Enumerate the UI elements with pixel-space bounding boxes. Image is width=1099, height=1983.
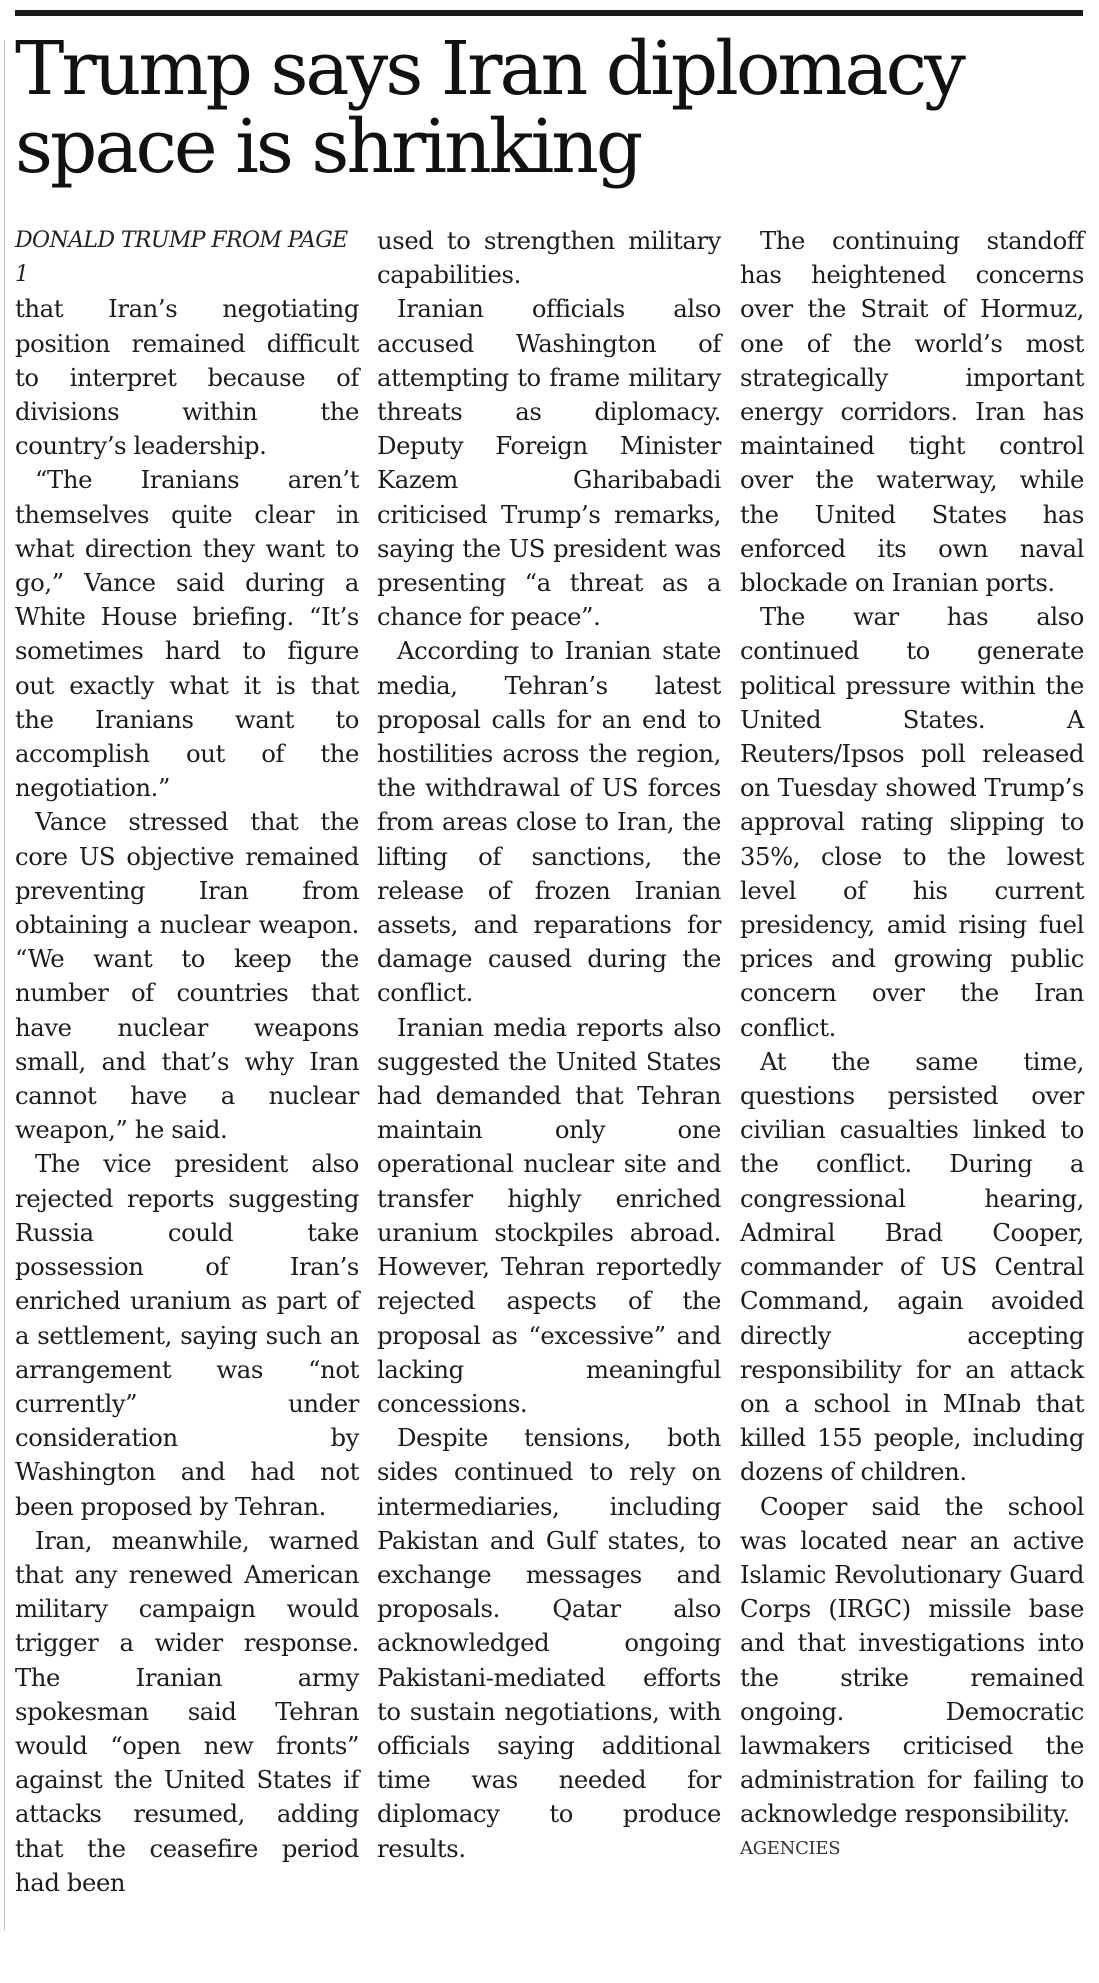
article-body [15, 224, 1083, 1944]
column-2 [377, 224, 721, 1866]
paragraph: Vance stressed that the core US objective remained preventing Iran from obtaining a nuclear weapon. “We want to keep the number of countries that have nuclear weapons small, and that’s why Iran cannot have a nuclear weapon,” he said. [15, 807, 359, 1145]
paragraph: According to Iranian state media, Tehran’s latest proposal calls for an end to hostilities across the region, the withdrawal of US forces from areas close to Iran, the lifting of sanctions, the release of frozen Iranian assets, and reparations for damage caused during the conflict. [377, 636, 721, 1008]
paragraph: “The Iranians aren’t themselves quite clear in what direction they want to go,” Vance said during a White House briefing. “It’s sometimes hard to figure out exactly what it is that the Iranians want to accomplish out of the negotiation.” [15, 465, 359, 803]
headline: Trump says Iran diplomacy space is shrinking [15, 26, 963, 190]
paragraph: The war has also continued to generate political pressure within the United States. A Reuters/Ipsos poll released on Tuesday showed Trump’s approval rating slipping to 35%, close to the lowest level of his current presidency, amid rising fuel prices and growing public concern over the Iran conflict. [740, 602, 1084, 1042]
paragraph: Cooper said the school was located near an active Islamic Revolutionary Guard Corps (IRGC) missile base and that investigations into the strike remained ongoing. Democratic lawmakers criticised the administration for failing to acknowledge responsibility. [740, 1491, 1084, 1829]
column-3 [740, 224, 1084, 1866]
paragraph: used to strengthen military capabilities. [377, 226, 721, 290]
paragraph: The continuing standoff has heightened concerns over the Strait of Hormuz, one of the world’s most strategically important energy corridors. Iran has maintained tight control over the waterway, while the United States has enforced its own naval blockade on Iranian ports. [740, 226, 1084, 598]
paragraph: that Iran’s negotiating position remained difficult to interpret because of divisions within the country’s leadership. [15, 294, 359, 461]
top-rule [15, 10, 1083, 16]
jump-line: DONALD TRUMP FROM PAGE 1 [15, 228, 348, 288]
paragraph: Despite tensions, both sides continued to rely on intermediaries, including Pakistan and Gulf states, to exchange messages and proposals. Qatar also acknowledged ongoing Pakistani-mediated efforts to sustain negotiations, with officials saying additional time was needed for diplomacy to produce results. [377, 1423, 721, 1863]
column-1 [15, 224, 359, 1900]
byline-credit: AGENCIES [740, 1837, 841, 1859]
paragraph: The vice president also rejected reports suggesting Russia could take possession of Iran’s enriched uranium as part of a settlement, saying such an arrangement was “not currently” under consideration by Washington and had not been proposed by Tehran. [15, 1149, 359, 1521]
paragraph: Iranian media reports also suggested the United States had demanded that Tehran maintain only one operational nuclear site and transfer highly enriched uranium stockpiles abroad. However, Tehran reportedly rejected aspects of the proposal as “excessive” and lacking meaningful concessions. [377, 1012, 721, 1418]
column-rule [4, 40, 5, 1930]
paragraph: At the same time, questions persisted over civilian casualties linked to the conflict. During a congressional hearing, Admiral Brad Cooper, commander of US Central Command, again avoided directly accepting responsibility for an attack on a school in MInab that killed 155 people, including dozens of children. [740, 1046, 1084, 1487]
paragraph: Iran, meanwhile, warned that any renewed American military campaign would trigger a wider response. The Iranian army spokesman said Tehran would “open new fronts” against the United States if attacks resumed, adding that the ceasefire period had been [15, 1525, 359, 1897]
paragraph: Iranian officials also accused Washington of attempting to frame military threats as diplomacy. Deputy Foreign Minister Kazem Gharibabadi criticised Trump’s remarks, saying the US president was presenting “a threat as a chance for peace”. [377, 294, 721, 632]
